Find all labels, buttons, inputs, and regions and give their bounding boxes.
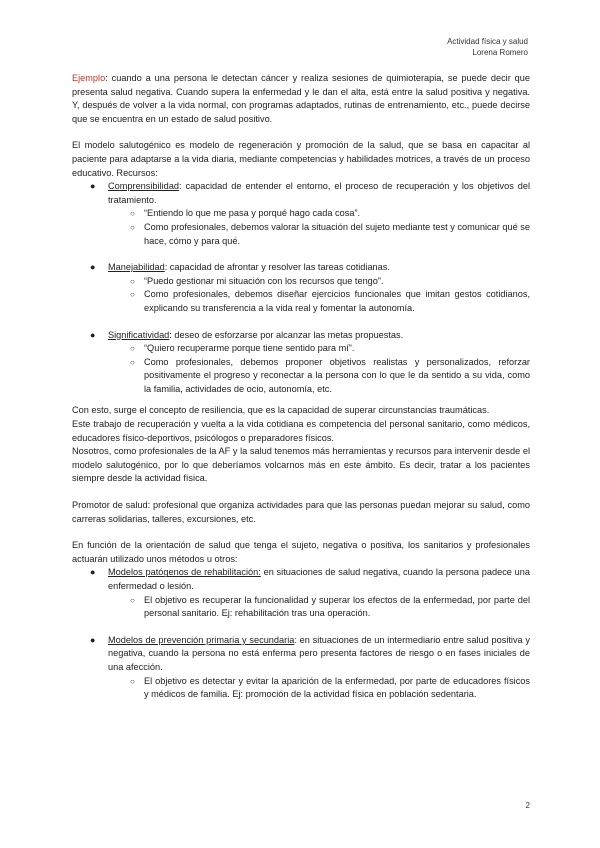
methods-intro: En función de la orientación de salud que tenga el sujeto, negativa o positiva, los sanitarios y profesionales actuarán utilizado unos métodos u otros: [72, 540, 530, 564]
resource-item [72, 180, 530, 207]
resource-desc: : capacidad de afrontar y resolver las tareas cotidianas. [164, 262, 390, 273]
page-number: 2 [525, 801, 530, 810]
methods-list [72, 634, 530, 702]
hollow-bullet-icon: ○ [130, 357, 135, 367]
header-subject: Actividad física y salud [447, 37, 528, 46]
hollow-bullet-icon: ○ [130, 344, 135, 354]
example-paragraph [72, 72, 530, 126]
hollow-bullet-icon: ○ [130, 676, 135, 686]
method-desc: en situaciones de salud negativa, cuando la persona padece una enfermedad o lesión. [108, 567, 530, 591]
page-header [447, 36, 528, 58]
subitem-text: Como profesionales, debemos proponer objetivos realistas y personalizados, reforzar positivamente el progreso y reconectar a la persona con lo que le da sentido a su vida, como la familia, actividades de ocio, autonomía, etc. [144, 356, 530, 394]
hollow-bullet-icon: ○ [130, 290, 135, 300]
resource-desc: : capacidad de entender el entorno, el proceso de recuperación y los objetivos del tratamiento. [108, 181, 530, 205]
bullet-icon: ● [90, 181, 96, 192]
hollow-bullet-icon: ○ [130, 209, 135, 219]
method-subitem [72, 675, 530, 702]
subitem-text: “Puedo gestionar mi situación con los recursos que tengo”. [144, 275, 384, 286]
resource-item [72, 329, 530, 343]
header-author: Lorena Romero [472, 48, 528, 57]
resource-desc: : deseo de esforzarse por alcanzar las metas propuestas. [169, 329, 404, 340]
method-term: Modelos de prevención primaria y secundaria [108, 634, 295, 645]
resource-subitem [72, 207, 530, 221]
subitem-text: Como profesionales, debemos valorar la situación del sujeto mediante test y comunicar qué se hace, cómo y para qué. [144, 221, 530, 246]
hollow-bullet-icon: ○ [130, 222, 135, 232]
resource-item [72, 261, 530, 275]
salutogenic-intro: El modelo salutogénico es modelo de regeneración y promoción de la salud, que se basa en capacitar al paciente para adaptarse a la vida diaria, mediante competencias y habilidades motrices, a través de un proceso educativo. Recursos: [72, 140, 530, 178]
health-promoter-paragraph: Promotor de salud: profesional que organiza actividades para que las personas puedan mejorar su salud, como carreras solidarias, talleres, excursiones, etc. [72, 500, 530, 524]
subitem-text: El objetivo es recuperar la funcionalidad y superar los efectos de la enfermedad, por parte del personal sanitario. Ej: rehabilitación tras una operación. [144, 594, 530, 619]
bullet-icon: ● [90, 262, 96, 273]
resource-subitem [72, 275, 530, 289]
method-item [72, 634, 530, 675]
competence-paragraph: Este trabajo de recuperación y vuelta a la vida cotidiana es competencia del personal sanitario, como médicos, educadores físico-deportivos, psicólogos o preparadores físicos. [72, 419, 530, 443]
resource-subitem [72, 288, 530, 315]
resource-term: Significatividad [108, 329, 170, 340]
methods-list [72, 566, 530, 620]
example-label: Ejemplo [72, 73, 106, 83]
subitem-text: Como profesionales, debemos diseñar ejercicios funcionales que imitan gestos cotidianos, explicando su transferencia a la vida real y fomentar la autonomía. [144, 289, 530, 313]
page-content [72, 72, 530, 702]
subitem-text: El objetivo es detectar y evitar la aparición de la enfermedad, por parte de educadores físicos y médicos de familia. Ej: promoción de la actividad física en población sedentaria. [144, 675, 530, 700]
resource-list [72, 329, 530, 397]
resource-subitem [72, 221, 530, 248]
resource-term: Manejabilidad [108, 262, 165, 273]
hollow-bullet-icon: ○ [130, 595, 135, 605]
resource-subitem [72, 342, 530, 356]
resource-list [72, 261, 530, 315]
subitem-text: “Entiendo lo que me pasa y porqué hago cada cosa”. [144, 208, 361, 219]
example-text: : cuando a una persona le detectan cáncer y realiza sesiones de quimioterapia, se puede decir que presenta salud negativa. Cuando supera la enfermedad y le dan el alta, está entre la salud positiva y negativa. Y, después de volver a la vida normal, con programas adaptados, rutinas de entrenamiento, etc., puede decirse que se encuentra en un estado de salud positivo. [72, 73, 530, 124]
subitem-text: “Quiero recuperarme porque tiene sentido para mí”. [144, 343, 355, 354]
method-item [72, 566, 530, 593]
resource-list [72, 180, 530, 248]
resource-term: Comprensibilidad [108, 181, 179, 192]
hollow-bullet-icon: ○ [130, 276, 135, 286]
bullet-icon: ● [90, 329, 96, 340]
resource-subitem [72, 356, 530, 397]
resilience-paragraph: Con esto, surge el concepto de resiliencia, que es la capacidad de superar circunstancias traumáticas. [72, 405, 490, 416]
professionals-paragraph: Nosotros, como profesionales de la AF y la salud tenemos más herramientas y recursos para intervenir desde el modelo salutogénico, por lo que deberíamos volcarnos más en este ámbito. Es decir, tratar a los pacientes siempre desde la actividad física. [72, 446, 530, 484]
bullet-icon: ● [90, 567, 96, 578]
bullet-icon: ● [90, 634, 96, 645]
method-term: Modelos patógenos de rehabilitación: [108, 567, 261, 578]
method-desc: : en situaciones de un intermediario entre salud positiva y negativa, cuando la persona no está enferma pero presenta factores de riesgo o en fases iniciales de una afección. [108, 634, 531, 672]
method-subitem [72, 594, 530, 621]
